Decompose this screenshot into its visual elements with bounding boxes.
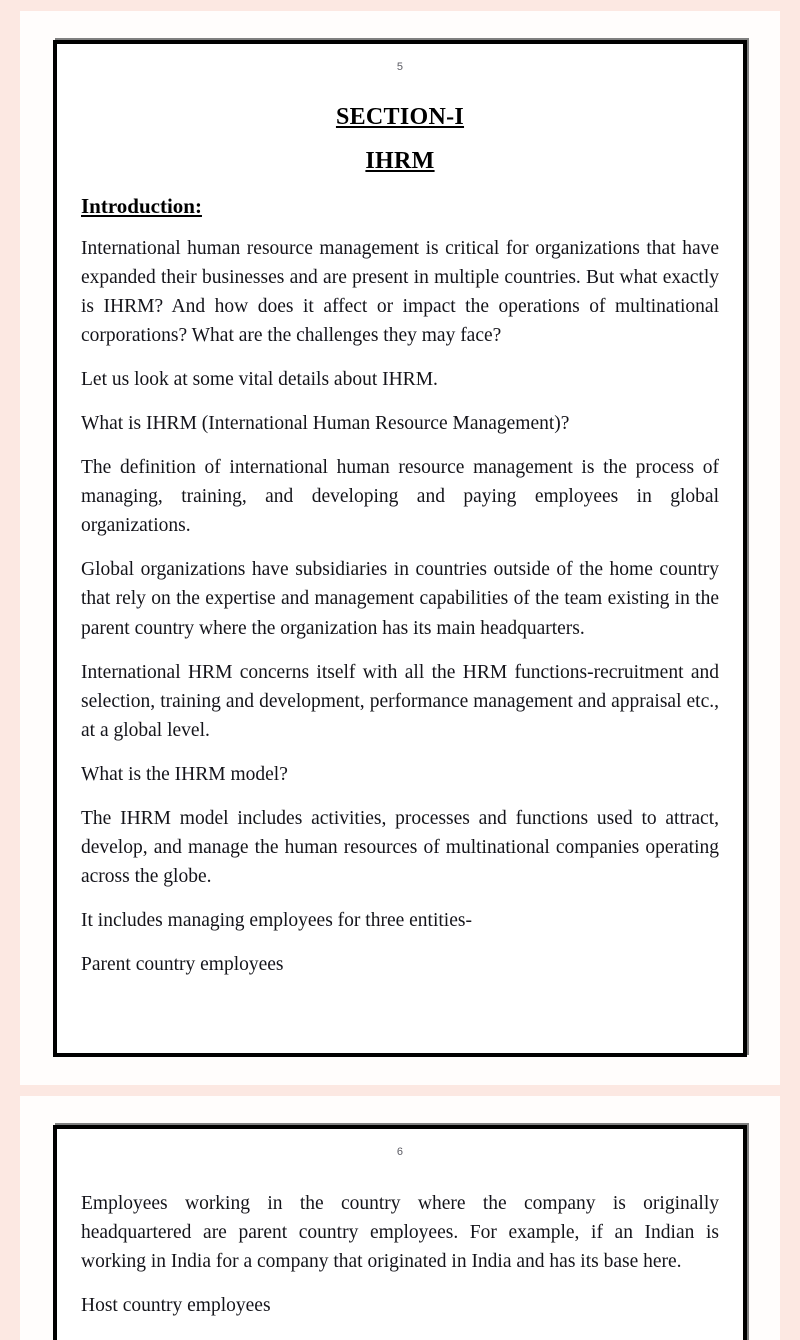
paragraph: International human resource management is critical for organizations that have expanded their businesses and are present in multiple countries. But what exactly is IHRM? And how does it affect or impact the operations of multinational corporations? What are the challenges they may face? — [81, 238, 719, 347]
page-border-frame — [53, 40, 747, 1057]
document-page-5 — [20, 11, 780, 1085]
paragraph: Host country employees — [81, 1295, 271, 1317]
section-subtitle: IHRM — [365, 148, 435, 174]
introduction-heading: Introduction: — [81, 194, 202, 218]
page-number-header: 6 — [396, 1146, 404, 1158]
paragraph: It includes managing employees for three entities- — [81, 909, 472, 931]
paragraph: Global organizations have subsidiaries in countries outside of the home country that rely on the expertise and management capabilities of the team existing in the parent country where the organization has its main headquarters. — [81, 559, 719, 639]
page-5-body — [81, 234, 719, 979]
paragraph: The IHRM model includes activities, processes and functions used to attract, develop, and manage the human resources of multinational companies operating across the globe. — [81, 807, 719, 887]
page-number-header: 5 — [396, 61, 404, 73]
page-content-area — [57, 44, 743, 1053]
paragraph: The definition of international human resource management is the process of managing, training, and developing and paying employees in global organizations. — [81, 457, 719, 537]
section-title: SECTION-I — [335, 104, 465, 130]
paragraph: Parent country employees — [81, 953, 284, 975]
page-content-area — [57, 1129, 743, 1340]
paragraph: Let us look at some vital details about IHRM. — [81, 369, 438, 391]
page-6-body — [81, 1189, 719, 1320]
paragraph: What is IHRM (International Human Resource Management)? — [81, 413, 570, 435]
page-border-frame — [53, 1125, 747, 1340]
document-page-6 — [20, 1096, 780, 1340]
paragraph: International HRM concerns itself with all the HRM functions-recruitment and selection, training and development, performance management and appraisal etc., at a global level. — [81, 661, 719, 741]
paragraph: Employees working in the country where the company is originally headquartered are parent country employees. For example, if an Indian is working in India for a company that originated in India and has its base here. — [81, 1193, 719, 1273]
paragraph: What is the IHRM model? — [81, 763, 288, 785]
